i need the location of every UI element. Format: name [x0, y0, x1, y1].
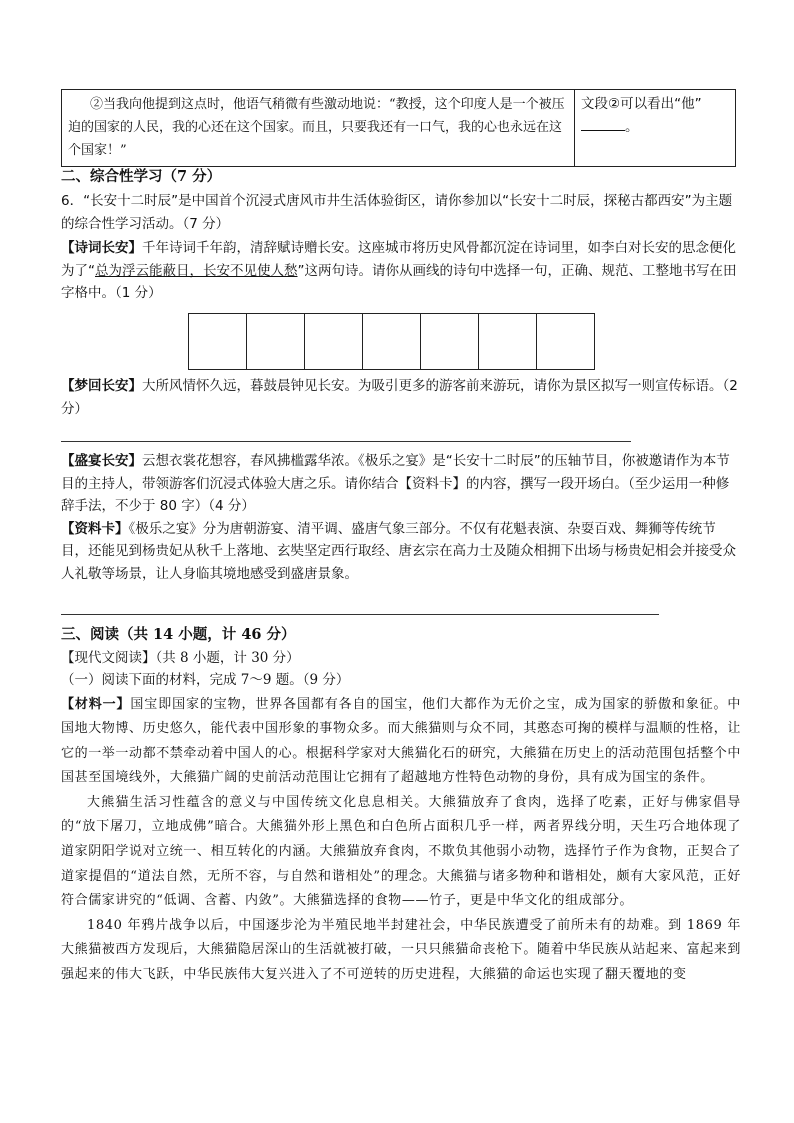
section2-heading: 二、综合性学习（7 分）	[61, 168, 222, 185]
grid-cell[interactable]	[420, 313, 479, 370]
grid-cell[interactable]	[536, 313, 595, 370]
part1-title: （一）阅读下面的材料，完成 7～9 题。（9 分）	[61, 672, 350, 688]
grid-cell[interactable]	[362, 313, 421, 370]
q6-intro: 6．“长安十二时辰”是中国首个沉浸式唐风市井生活体验街区，请你参加以“长安十二时辰，探秘古都西安”为主题的综合性学习活动。（7 分）	[61, 193, 733, 232]
dream-tag: 【梦回长安】	[61, 378, 142, 394]
question-6	[61, 190, 741, 305]
feast-tag: 【盛宴长安】	[61, 453, 142, 469]
card-tag: 【资料卡】	[61, 520, 129, 537]
material-1-p1	[61, 693, 741, 791]
section3-heading: 三、阅读（共 14 小题，计 46 分）	[61, 626, 296, 643]
poetry-section	[61, 237, 741, 305]
poetry-tag: 【诗词长安】	[61, 240, 142, 256]
section3	[61, 624, 741, 988]
feast-paragraph	[61, 450, 741, 518]
tianzige-grid	[188, 313, 595, 370]
p1-text: 国宝即国家的宝物，世界各国都有各自的国宝，他们大都作为无价之宝，成为国家的骄傲和象征。中国地大物博、历史悠久，能代表中国形象的事物众多。而大熊猫则与众不同，其憨态可掬的模样与温顺的性格，让它的一举一动都不禁牵动着中国人的心。根据科学家对大熊猫化石的研究，大熊猫在历史上的活动范围包括整个中国甚至国境线外，大熊猫广阔的史前活动范围让它拥有了超越地方性特色动物的身份，具有成为国宝的条件。	[61, 696, 742, 786]
dream-text: 大所风情怀久远，暮鼓晨钟见长安。为吸引更多的游客前来游玩，请你为景区拟写一则宣传标语。（2 分）	[61, 378, 738, 417]
feast-text: 云想衣裳花想容，春风拂槛露华浓。《极乐之宴》是“长安十二时辰”的压轴节目，你被邀请作为本节目的主持人，带领游客们沉浸式体验大唐之乐。请你结合【资料卡】的内容，撰写一段开场白。（至少运用一种修辞手法，不少于 80 字）（4 分）	[61, 453, 730, 514]
answer-blank[interactable]	[581, 116, 625, 131]
task-cell	[575, 90, 736, 167]
task-suffix: 。	[625, 119, 639, 135]
poetry-text-a: 千年诗词千年韵，清辞赋诗赠长安。这座城市将历史风骨都沉淀在诗词里，如李白对长安的思念便化为了“	[61, 240, 736, 279]
dream-section	[61, 375, 741, 420]
grid-cell[interactable]	[188, 313, 247, 370]
material-1-p3: 1840 年鸦片战争以后，中国逐步沦为半殖民地半封建社会，中华民族遭受了前所未有的劫难。到 1869 年大熊猫被西方发现后，大熊猫隐居深山的生活就被打破，一只只熊猫命丧枪下。随着中华民族从站起来、富起来到强起来的伟大飞跃，中华民族伟大复兴进入了不可逆转的历史进程，大熊猫的命运也实现了翻天覆地的变	[61, 917, 742, 983]
modern-reading-title: 【现代文阅读】（共 8 小题，计 30 分）	[61, 649, 300, 666]
card-text: 《极乐之宴》分为唐朝游宴、清平调、盛唐气象三部分。不仅有花魁表演、杂耍百戏、舞狮等传统节目，还能见到杨贵妃从秋千上落地、玄奘坚定西行取经、唐玄宗在高力士及随众相拥下出场与杨贵妃相会并接受众人礼敬等场景，让人身临其境地感受到盛唐景象。	[61, 520, 736, 582]
task-prefix: 文段②可以看出“他”	[581, 96, 702, 112]
answer-line-opening[interactable]	[61, 614, 659, 615]
grid-cell[interactable]	[478, 313, 537, 370]
poetry-text-b: ”这两句诗。请你从画线的诗句中选择一句，正确、规范、工整地书写在田字格中。（1 分）	[61, 262, 737, 301]
card-paragraph	[61, 518, 741, 586]
grid-cell[interactable]	[304, 313, 363, 370]
quote-cell: ②当我向他提到这点时，他语气稍微有些激动地说：“教授，这个印度人是一个被压迫的国家的人民，我的心还在这个国家。而且，只要我还有一口气，我的心也永远在这个国家！”	[62, 90, 575, 167]
reading-table	[61, 89, 736, 167]
grid-cell[interactable]	[246, 313, 305, 370]
material-1-p2: 大熊猫生活习性蕴含的意义与中国传统文化息息相关。大熊猫放弃了食肉，选择了吃素，正好与佛家倡导的“放下屠刀，立地成佛”暗合。大熊猫外形上黑色和白色所占面积几乎一样，两者界线分明，天生巧合地体现了道家阴阳学说对立统一、相互转化的内涵。大熊猫放弃食肉，不欺负其他弱小动物，选择竹子作为食物，正契合了道家提倡的“道法自然，无所不容，与自然和谐相处”的理念。大熊猫与诸多物种和谐相处，颇有大家风范，正好符合儒家讲究的“低调、含蓄、内敛”。大熊猫选择的食物——竹子，更是中华文化的组成部分。	[61, 794, 742, 909]
feast-section	[61, 450, 741, 585]
material-tag: 【材料一】	[61, 696, 131, 712]
poetry-underlined: 总为浮云能蔽日，长安不见使人愁	[95, 262, 298, 279]
answer-line-slogan[interactable]	[61, 441, 631, 442]
